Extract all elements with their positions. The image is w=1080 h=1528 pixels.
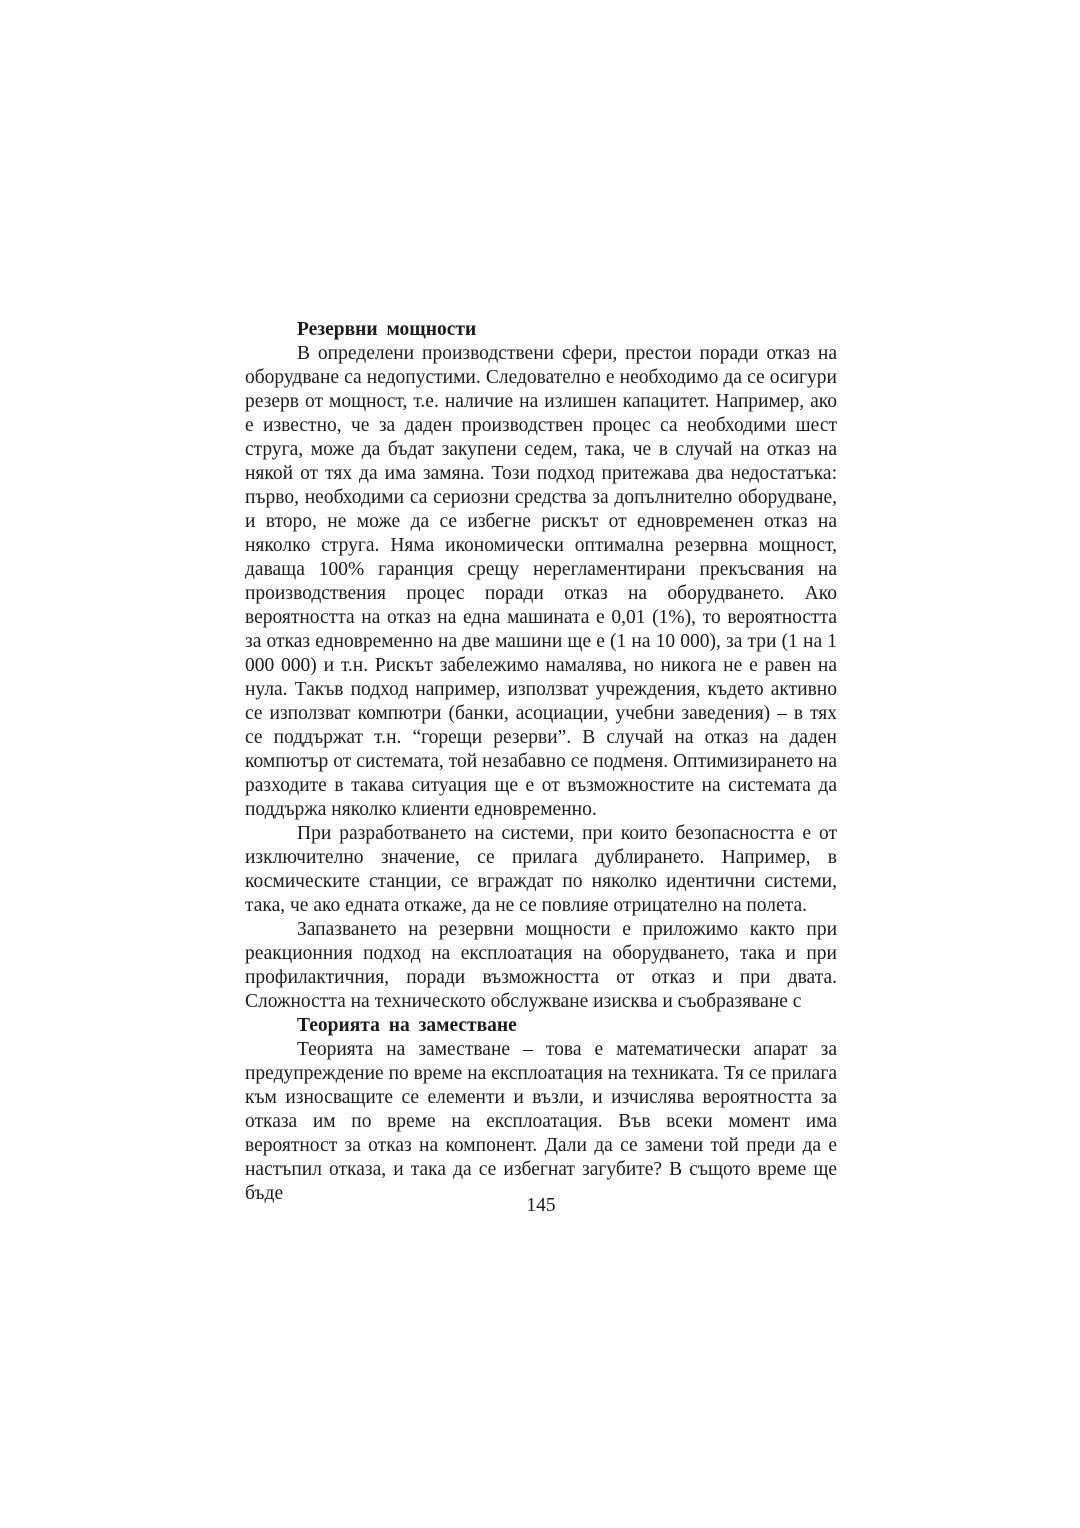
paragraph-reserve-capacities-1: В определени производствени сфери, престои поради отказ на оборудване са недопустими. Следователно е необходимо да се осигури резерв от мощност, т.е. наличие на излишен капацитет. Например, ако е известно, че за даден производствен процес са необходими шест струга, може да бъдат закупени седем, така, че в случай на отказ на някой от тях да има замяна. Този подход притежава два недостатъка: първо, необходими са сериозни средства за допълнително оборудване, и второ, не може да се избегне рискът от едновременен отказ на няколко струга. Няма икономически оптимална резервна мощност, даваща 100% гаранция срещу нерегламентирани прекъсвания на производствения процес поради отказ на оборудването. Ако вероятността на отказ на една машината е 0,01 (1%), то вероятността за отказ едновременно на две машини ще е (1 на 10 000), за три (1 на 1 000 000) и т.н. Рискът забележимо намалява, но никога не е равен на нула. Такъв подход например, използват учреждения, където активно се използват компютри (банки, асоциации, учебни заведения) – в тях се поддържат т.н. “горещи резерви”. В случай на отказ на даден компютър от системата, той незабавно се подменя. Оптимизирането на разходите в такава ситуация ще е от възможностите на системата да поддържа няколко клиенти едновременно. [245, 343, 837, 820]
paragraph-reserve-capacities-3: Запазването на резервни мощности е приложимо както при реакционния подход на експлоатация на оборудването, така и при профилактичния, поради възможността от отказ и при двата. Сложността на техническото обслужване изисква и съобразяване с [245, 919, 837, 1012]
section-heading-reserve-capacities: Резервни мощности [297, 319, 477, 340]
paragraph-reserve-capacities-2: При разработването на системи, при които безопасността е от изключително значение, се прилага дублирането. Например, в космическите станции, се вграждат по няколко идентични системи, така, че ако едната откаже, да не се повлияе отрицателно на полета. [245, 823, 837, 916]
page-number: 145 [526, 1195, 556, 1216]
paragraph-replacement-theory-1: Теорията на заместване – това е математически апарат за предупреждение по време на експлоатация на техниката. Тя се прилага към износващите се елементи и възли, и изчислява вероятността за отказа им по време на експлоатация. Във всеки момент има вероятност за отказ на компонент. Дали да се замени той преди да е настъпил отказа, и така да се избегнат загубите? В същото време ще бъде [245, 1039, 837, 1204]
text-block [245, 318, 837, 1206]
section-heading-replacement-theory: Теорията на заместване [297, 1015, 517, 1036]
